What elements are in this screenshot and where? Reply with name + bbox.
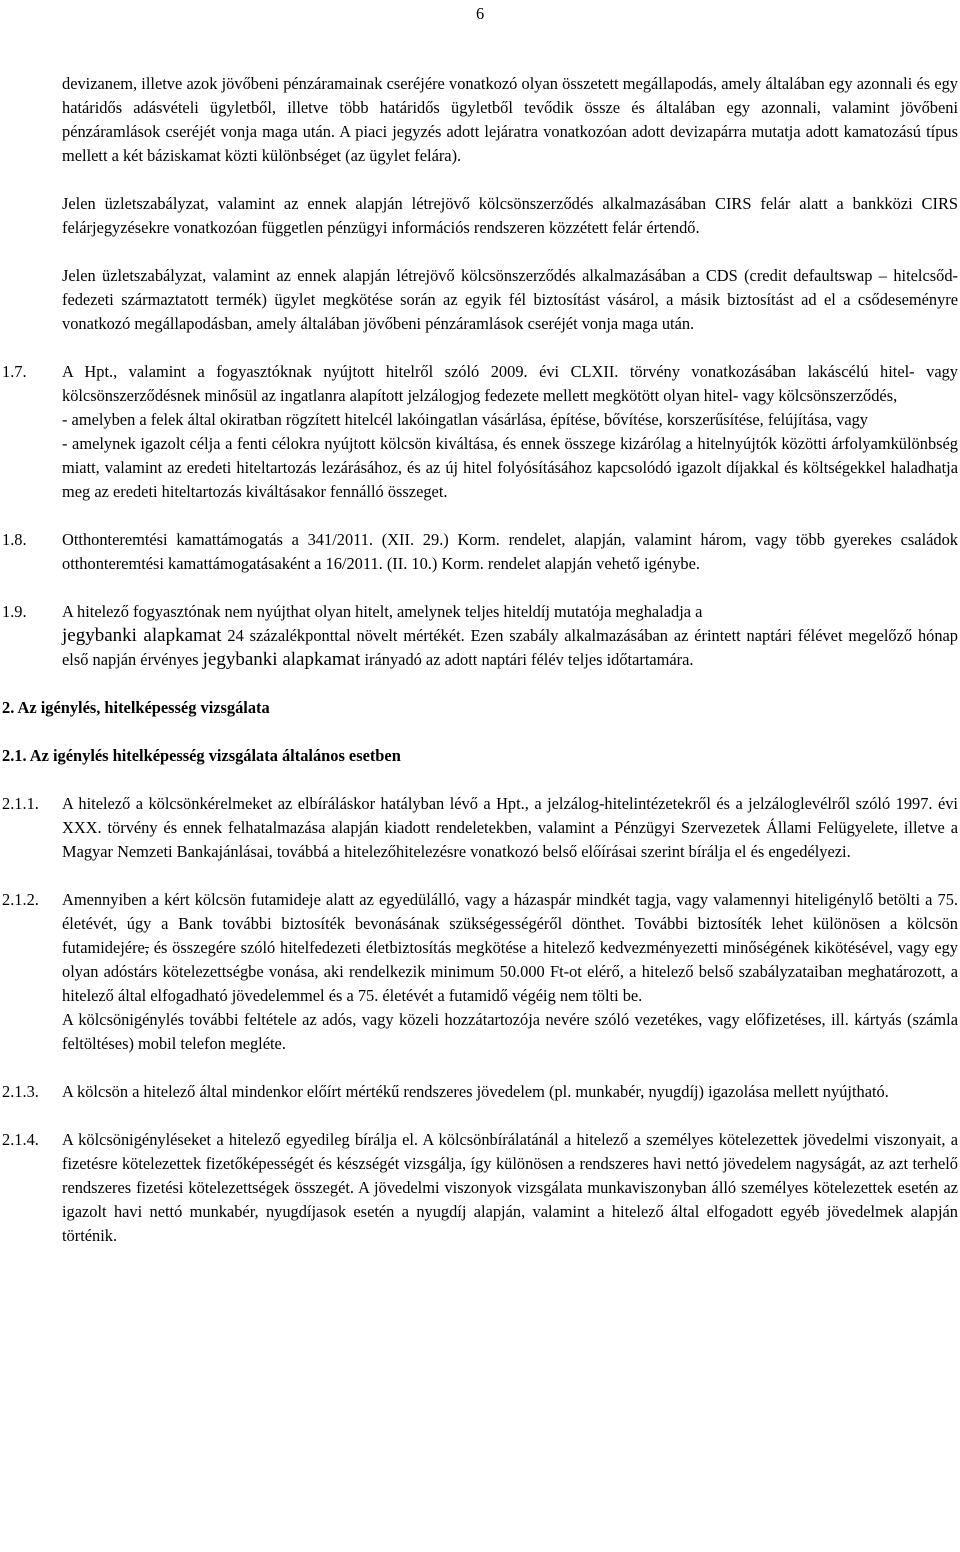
section-2-1-2 bbox=[2, 888, 958, 1056]
paragraph-cirs-definition: devizanem, illetve azok jövőbeni pénzáramainak cseréjére vonatkozó olyan összetett megállapodás, amely általában egy azonnali és egy határidős adásvételi ügyletből, illetve több határidős ügyletből tevődik össze és általában egy azonnali, valamint jövőbeni pénzáramlások cseréjét vonja maga után. A piaci jegyzés adott lejáratra vonatkozóan adott devizapárra mutatja adott kamatozású típus mellett a két báziskamat közti különbséget (az ügylet felára). bbox=[62, 74, 958, 165]
section-text-part: és összegére szóló hitelfedezeti életbiztosítás megkötése a hitelező kedvezményezetti minőségének kikötésével, vagy egy olyan adóstárs kötelezettségbe vonása, aki rendelkezik minimum 50.000 Ft-ot elérő, a hitelező belső szabályzataiban meghatározott, a hitelező által elfogadható jövedelemmel és a 75. életévét a futamidő végéig nem tölti be. bbox=[62, 938, 958, 1005]
section-number: 2.1.2. bbox=[2, 890, 39, 909]
section-text-part: irányadó az adott naptári félév teljes időtartamára. bbox=[360, 650, 694, 669]
paragraph-cds: Jelen üzletszabályzat, valamint az ennek alapján létrejövő kölcsönszerződés alkalmazásában a CDS (credit defaultswap – hitelcsőd-fedezeti származtatott termék) ügylet megkötése során az egyik fél biztosítást vásárol, a másik biztosítást ad el a csődeseményre vonatkozó megállapodásban, amely általában jövőbeni pénzáramlások cseréjét vonja maga után. bbox=[62, 266, 958, 333]
section-number: 2.1.3. bbox=[2, 1082, 39, 1101]
section-number: 1.9. bbox=[2, 602, 27, 621]
section-number: 2.1.1. bbox=[2, 794, 39, 813]
section-1-8 bbox=[2, 528, 958, 576]
section-1-7 bbox=[2, 360, 958, 504]
section-text: A kölcsön a hitelező által mindenkor előírt mértékű rendszeres jövedelem (pl. munkabér, nyugdíj) igazolása mellett nyújtható. bbox=[62, 1082, 889, 1101]
section-1-9 bbox=[2, 600, 958, 672]
page-number: 6 bbox=[476, 4, 485, 23]
section-text: Otthonteremtési kamattámogatás a 341/2011. (XII. 29.) Korm. rendelet, alapján, valamint három, vagy több gyerekes családok otthonteremtési kamattámogatásaként a 16/2011. (II. 10.) Korm. rendelet alapján vehető igénybe. bbox=[62, 530, 958, 573]
emphasis-term: jegybanki alapkamat bbox=[202, 649, 361, 670]
section-2-1-4 bbox=[2, 1128, 958, 1248]
section-text-part: A hitelező fogyasztónak nem nyújthat olyan hitelt, amelynek teljes hiteldíj mutatója meghaladja a bbox=[62, 602, 703, 621]
heading-chapter-2: 2. Az igénylés, hitelképesség vizsgálata bbox=[2, 698, 270, 717]
section-number: 2.1.4. bbox=[2, 1130, 39, 1149]
section-text bbox=[62, 600, 958, 672]
struck-text: , bbox=[144, 938, 149, 957]
section-text-part: A kölcsönigénylés további feltétele az adós, vagy közeli hozzátartozója nevére szóló vezetékes, vagy előfizetéses, ill. kártyás (számla feltöltéses) mobil telefon megléte. bbox=[62, 1010, 958, 1053]
document-body bbox=[2, 72, 958, 1272]
section-number: 1.7. bbox=[2, 362, 27, 381]
section-2-1-1 bbox=[2, 792, 958, 864]
heading-section-2-1: 2.1. Az igénylés hitelképesség vizsgálata általános esetben bbox=[2, 746, 401, 765]
section-text: A kölcsönigényléseket a hitelező egyedileg bírálja el. A kölcsönbírálatánál a hitelező a személyes kötelezettek jövedelmi viszonyait, a fizetésre kötelezettek fizetőképességét és készségét vizsgálja, így különösen a rendszeres havi nettó jövedelem nagyságát, az azt terhelő rendszeres fizetési kötelezettségek összegét. A jövedelmi viszonyok vizsgálata munkaviszonyban álló személyes kötelezettek esetén az igazolt havi nettó munkabér, nyugdíjasok esetén a nyugdíj alapján, valamint a hitelező által elfogadott egyéb jövedelmek alapján történik. bbox=[62, 1130, 958, 1245]
section-text-part: 24 százalékponttal növelt mértékét. Ezen szabály alkalmazásában az érintett naptári félévet megelőző hónap első napján érvényes bbox=[62, 626, 958, 669]
section-list-item: - amelyben a felek által okiratban rögzített hitelcél lakóingatlan vásárlása, építése, bővítése, korszerűsítése, felújítása, vagy bbox=[62, 410, 869, 429]
emphasis-term: jegybanki alapkamat bbox=[62, 625, 222, 646]
paragraph-cirs-spread: Jelen üzletszabályzat, valamint az ennek alapján létrejövő kölcsönszerződés alkalmazásában CIRS felár alatt a bankközi CIRS felárjegyzésekre vonatkozóan független pénzügyi információs rendszeren közzétett felár értendő. bbox=[62, 194, 958, 237]
section-text bbox=[62, 888, 958, 1056]
section-text-part: Amennyiben a kért kölcsön futamideje alatt az egyedülálló, vagy a házaspár mindkét tagja, vagy valamennyi hiteligénylő betölti a 75. életévét, úgy a Bank további biztosíték bevonásának szükségességéről dönthet. További biztosíték lehet különösen a kölcsön futamidejére bbox=[62, 890, 958, 957]
section-text: A Hpt., valamint a fogyasztóknak nyújtott hitelről szóló 2009. évi CLXII. törvény vonatkozásában lakáscélú hitel- vagy kölcsönszerződésnek minősül az ingatlanra alapított jelzálogjog fedezete mellett megkötött olyan hitel- vagy kölcsönszerződés, bbox=[62, 362, 958, 405]
section-2-1-3 bbox=[2, 1080, 958, 1104]
section-number: 1.8. bbox=[2, 530, 27, 549]
section-text: A hitelező a kölcsönkérelmeket az elbíráláskor hatályban lévő a Hpt., a jelzálog-hitelintézetekről és a jelzáloglevélről szóló 1997. évi XXX. törvény és ennek felhatalmazása alapján kiadott rendeletekben, valamint a Pénzügyi Szervezetek Állami Felügyelete, illetve a Magyar Nemzeti Bankajánlásai, továbbá a hitelezőhitelezésre vonatkozó belső előírásai szerint bírálja el és engedélyezi. bbox=[62, 794, 958, 861]
section-list-item: - amelynek igazolt célja a fenti célokra nyújtott kölcsön kiváltása, és ennek összege kizárólag a hitelnyújtók közötti árfolyamkülönbség miatt, valamint az eredeti hiteltartozás lezárásához, és az új hitel folyósításához kapcsolódó igazolt díjakkal és költségekkel haladhatja meg az eredeti hiteltartozás kiváltásakor fennálló összeget. bbox=[62, 434, 958, 501]
